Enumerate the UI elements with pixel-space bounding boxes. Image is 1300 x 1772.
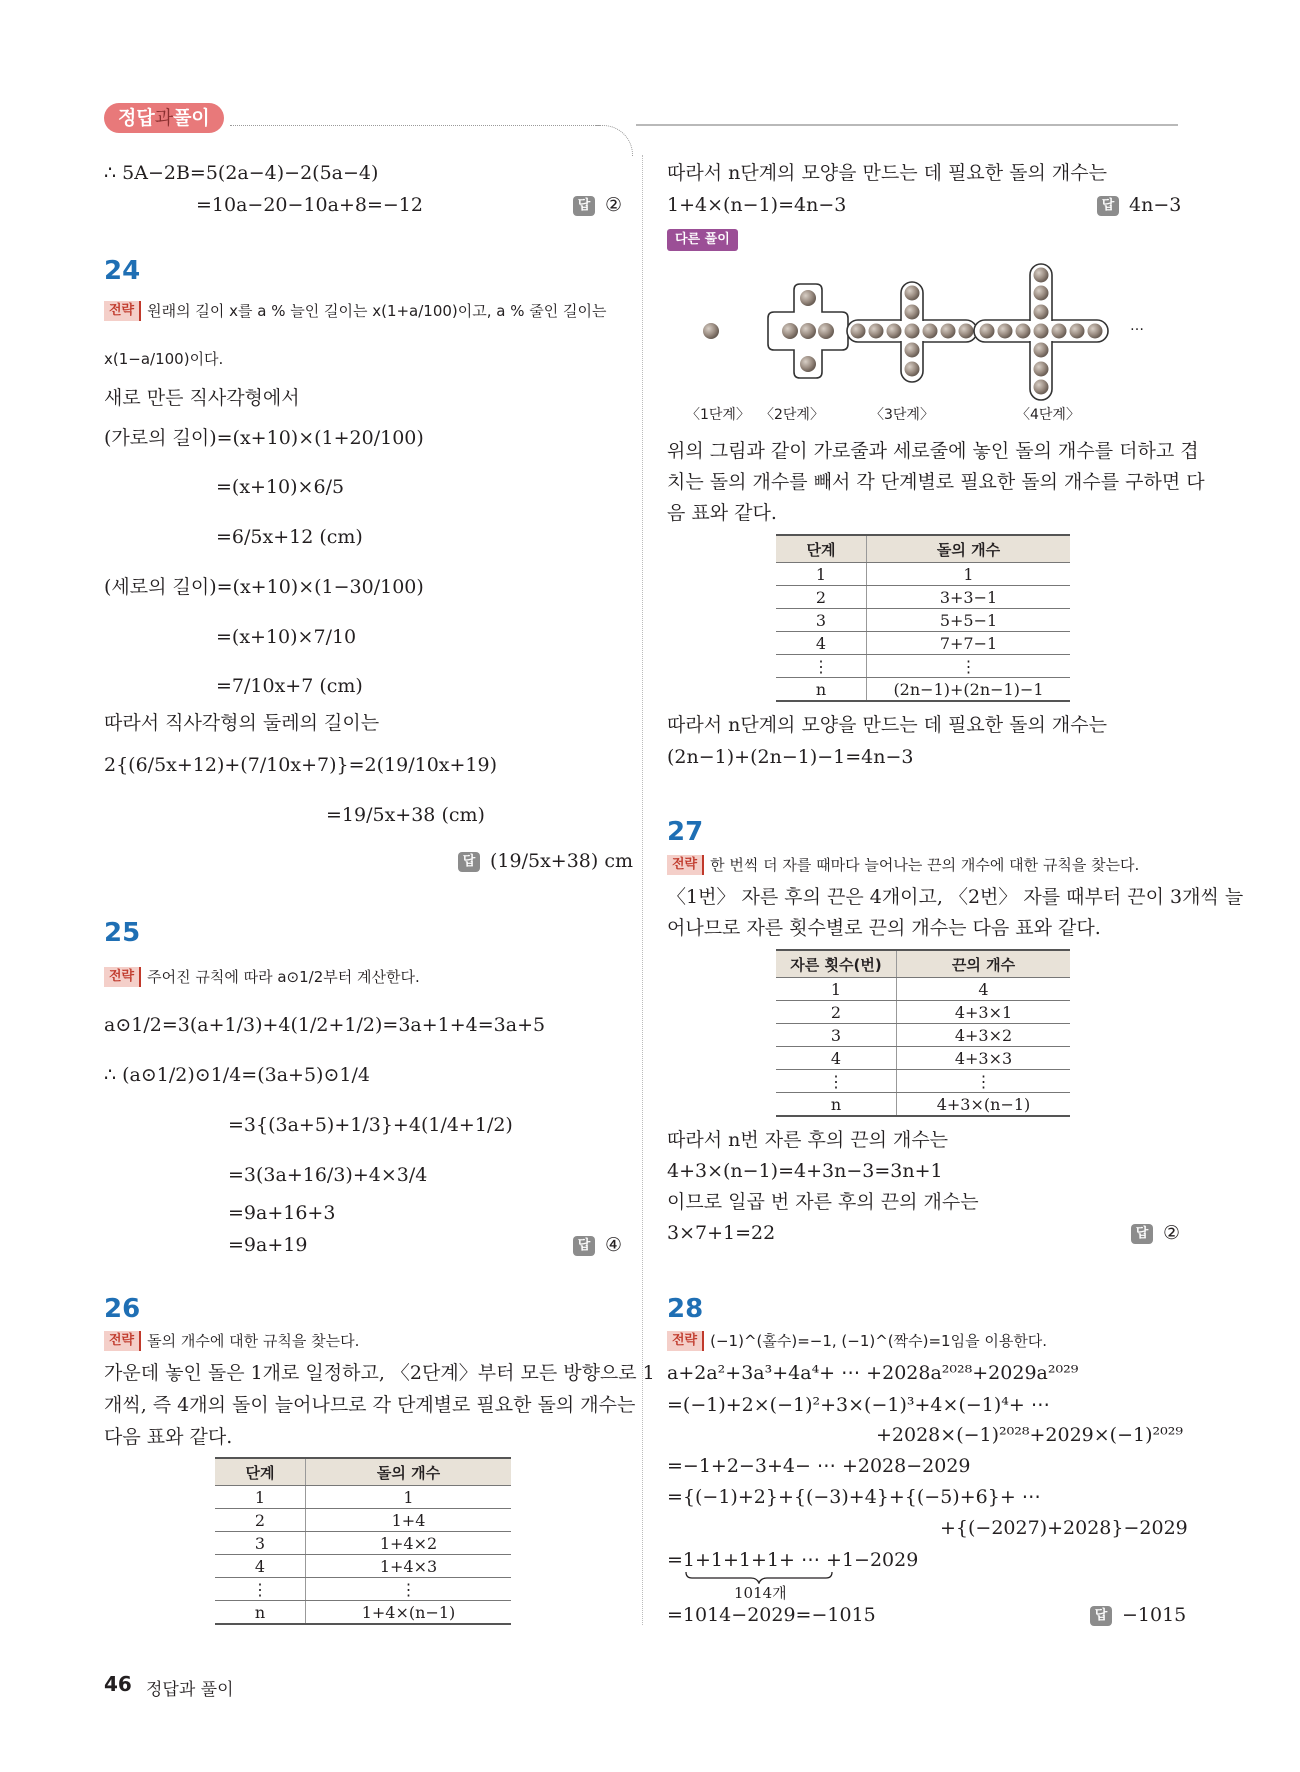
header-solid-line [636,124,1178,126]
p27-line: 〈1번〉 자른 후의 끈은 4개이고, 〈2번〉 자를 때부터 끈이 3개씩 늘 [667,886,1244,908]
p24-answer: 답 (19/5x+38) cm [458,848,633,874]
p24-line: 2{(6/5x+12)+(7/10x+7)}=2(19/10x+19) [104,754,498,776]
alt-after-2: (2n−1)+(2n−1)−1=4n−3 [667,746,914,768]
left-top-line-2: =10a−20−10a+8=−12 [196,194,423,216]
p24-line: =6/5x+12 (cm) [216,526,363,548]
stage-2-shape [768,284,848,378]
header-curve [596,125,633,156]
p24-line: =7/10x+7 (cm) [216,675,363,697]
problem-number-26: 26 [104,1294,141,1324]
p28-line: ={(−1)+2}+{(−3)+4}+{(−5)+6}+ ⋯ [667,1486,1041,1508]
p27-after: 3×7+1=22 [667,1222,776,1244]
right-top-line-1: 따라서 n단계의 모양을 만드는 데 필요한 돌의 개수는 [667,162,1107,184]
p27-answer: 답 ② [1131,1220,1180,1246]
p26-line: 다음 표와 같다. [104,1426,233,1448]
strategy-24: 전략 원래의 길이 x를 a % 늘인 길이는 x(1+a/100)이고, a % 줄인 길이는 [104,300,607,322]
table-header: 단계 [215,1458,306,1486]
alt-line: 음 표와 같다. [667,502,777,524]
right-top-answer: 답 4n−3 [1097,192,1181,218]
table-row: 1 4 [776,978,1070,1001]
p27-after: 이므로 일곱 번 자른 후의 끈의 개수는 [667,1191,979,1213]
p28-line: =(−1)+2×(−1)²+3×(−1)³+4×(−1)⁴+ ⋯ [667,1394,1050,1416]
table-header: 끈의 개수 [897,950,1071,978]
strategy-tag: 전략 [104,301,141,321]
table-row: 2 3+3−1 [776,586,1070,609]
table-row: ⋮ ⋮ [776,1070,1070,1093]
left-top-answer: 답 ② [573,192,622,218]
table-26 [215,1457,511,1625]
table-header: 단계 [776,535,867,563]
p28-answer: 답 −1015 [1090,1602,1186,1628]
p24-line: (가로의 길이)=(x+10)×(1+20/100) [104,427,424,449]
left-top-line-1: ∴ 5A−2B=5(2a−4)−2(5a−4) [104,162,379,184]
answer-icon: 답 [1097,196,1119,216]
p27-after: 따라서 n번 자른 후의 끈의 개수는 [667,1129,949,1151]
stone-figure [0,260,1300,420]
table-header: 돌의 개수 [306,1458,512,1486]
p25-line: =9a+19 [228,1234,308,1256]
p24-line: =19/5x+38 (cm) [326,804,485,826]
answer-icon: 답 [573,196,595,216]
problem-number-27: 27 [667,817,704,847]
strategy-27: 전략 한 번씩 더 자를 때마다 늘어나는 끈의 개수에 대한 규칙을 찾는다. [667,854,1139,876]
table-header: 자른 횟수(번) [776,950,897,978]
table-row: 3 4+3×2 [776,1024,1070,1047]
strategy-25: 전략 주어진 규칙에 따라 a⊙1/2부터 계산한다. [104,966,420,988]
table-row: 1 1 [215,1486,511,1509]
table-row: 4 4+3×3 [776,1047,1070,1070]
problem-number-25: 25 [104,918,141,948]
table-row: 4 7+7−1 [776,632,1070,655]
answer-icon: 답 [1131,1224,1153,1244]
p27-line: 어나므로 자른 횟수별로 끈의 개수는 다음 표와 같다. [667,917,1101,939]
alt-after-1: 따라서 n단계의 모양을 만드는 데 필요한 돌의 개수는 [667,714,1107,736]
strategy-28: 전략 (−1)^(홀수)=−1, (−1)^(짝수)=1임을 이용한다. [667,1330,1047,1352]
strategy-tag: 전략 [104,967,141,987]
p25-line: =3{(3a+5)+1/3}+4(1/4+1/2) [228,1114,513,1136]
alt-solution-badge: 다른 풀이 [667,229,738,251]
p26-line: 가운데 놓인 돌은 1개로 일정하고, 〈2단계〉부터 모든 방향으로 1 [104,1362,655,1384]
p25-answer: 답 ④ [573,1232,622,1258]
figure-label: 〈2단계〉 [760,407,824,423]
right-top-line-2: 1+4×(n−1)=4n−3 [667,194,847,216]
page-number: 46 [104,1672,132,1696]
figure-label: 〈3단계〉 [870,407,934,423]
p28-line: a+2a²+3a³+4a⁴+ ⋯ +2028a²⁰²⁸+2029a²⁰²⁹ [667,1362,1079,1384]
table-header: 돌의 개수 [867,535,1071,563]
section-header-badge: 정답과풀이 [104,103,224,133]
p25-line: =3(3a+16/3)+4×3/4 [228,1164,428,1186]
p28-line: =−1+2−3+4− ⋯ +2028−2029 [667,1455,971,1477]
figure-label: 〈1단계〉 [686,407,750,423]
strategy-26: 전략 돌의 개수에 대한 규칙을 찾는다. [104,1330,359,1352]
problem-number-24: 24 [104,256,141,286]
strategy-tag: 전략 [667,1331,704,1351]
p27-after: 4+3×(n−1)=4+3n−3=3n+1 [667,1160,943,1182]
figure-label: 〈4단계〉 [1016,407,1080,423]
p26-line: 개씩, 즉 4개의 돌이 늘어나므로 각 단계별로 필요한 돌의 개수는 [104,1394,636,1416]
table-27 [776,949,1070,1117]
p24-line: 새로 만든 직사각형에서 [104,387,300,409]
stage-4-shape [974,264,1108,400]
table-row: 3 1+4×2 [215,1532,511,1555]
p24-line: =(x+10)×7/10 [216,626,357,648]
table-row: 4 1+4×3 [215,1555,511,1578]
p24-line: =(x+10)×6/5 [216,476,345,498]
table-row: ⋮ ⋮ [776,655,1070,678]
p24-line: (세로의 길이)=(x+10)×(1−30/100) [104,576,424,598]
stone [703,323,719,339]
p24-line: 따라서 직사각형의 둘레의 길이는 [104,712,380,734]
header-dotted-line [230,125,600,126]
underbrace-label: 1014개 [734,1584,787,1602]
strategy-tag: 전략 [667,855,704,875]
strategy-24-line2: x(1−a/100)이다. [104,350,224,368]
stage-3-shape [847,282,977,382]
p25-line: =9a+16+3 [228,1202,336,1224]
figure-ellipsis: … [1130,318,1144,334]
table-row: n (2n−1)+(2n−1)−1 [776,678,1070,702]
p28-line: +2028×(−1)²⁰²⁸+2029×(−1)²⁰²⁹ [876,1424,1183,1446]
table-row: 3 5+5−1 [776,609,1070,632]
strategy-tag: 전략 [104,1331,141,1351]
alt-table [776,534,1070,702]
p28-line: =1014−2029=−1015 [667,1604,876,1626]
table-row: ⋮ ⋮ [215,1578,511,1601]
problem-number-28: 28 [667,1294,704,1324]
answer-icon: 답 [1090,1606,1112,1626]
table-row: 2 1+4 [215,1509,511,1532]
answer-icon: 답 [573,1236,595,1256]
footer-title: 정답과 풀이 [146,1680,234,1700]
answer-icon: 답 [458,852,480,872]
p28-line: =1+1+1+1+ ⋯ +1−2029 [667,1549,919,1571]
table-row: 2 4+3×1 [776,1001,1070,1024]
alt-line: 치는 돌의 개수를 빼서 각 단계별로 필요한 돌의 개수를 구하면 다 [667,471,1205,493]
alt-line: 위의 그림과 같이 가로줄과 세로줄에 놓인 돌의 개수를 더하고 겹 [667,440,1199,462]
p28-line: +{(−2027)+2028}−2029 [940,1517,1188,1539]
p25-line: a⊙1/2=3(a+1/3)+4(1/2+1/2)=3a+1+4=3a+5 [104,1014,546,1036]
table-row: n 1+4×(n−1) [215,1601,511,1625]
table-row: n 4+3×(n−1) [776,1093,1070,1117]
table-row: 1 1 [776,563,1070,586]
p25-line: ∴ (a⊙1/2)⊙1/4=(3a+5)⊙1/4 [104,1064,370,1086]
